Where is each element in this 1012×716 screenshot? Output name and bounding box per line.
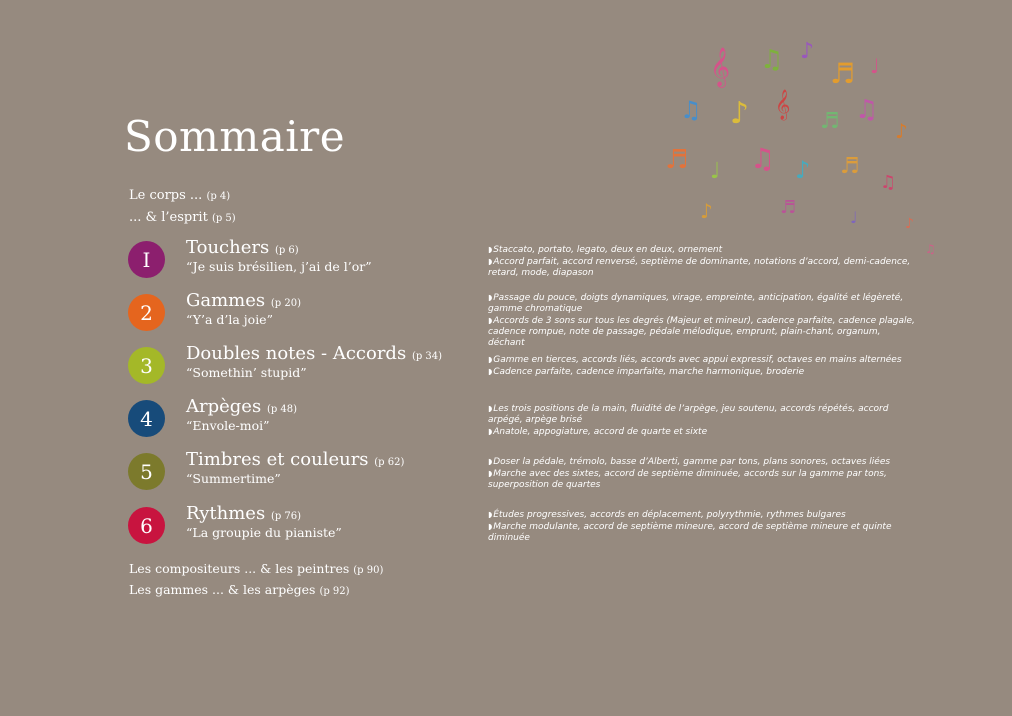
chapter-6-description: ◗Études progressives, accords en déplacement, polyrythmie, rythmes bulgares ◗Marche modulante, accord de septième mineure, accord de septième mineure et quinte diminuée [488,510,892,543]
chapter-subtitle: “Je suis brésilien, j’ai de l’or” [186,259,372,274]
chapter-2-description: ◗Passage du pouce, doigts dynamiques, virage, empreinte, anticipation, égalité et légèreté, gamme chromatique ◗Accords de 3 sons sur tous les degrés (Majeur et mineur), cadence parfaite, cadence plagale, cadence rompue, note de passage, pédale mélodique, emprunt, plain-chant, organum, déchant [488,293,915,348]
svg-text:♪: ♪ [905,216,914,232]
chapter-number-badge: 5 [128,453,165,490]
chapter-2[interactable] [128,290,468,338]
svg-text:♪: ♪ [895,119,908,143]
svg-text:♩: ♩ [850,208,858,227]
chapter-number-badge: 6 [128,507,165,544]
intro-item-corps[interactable]: Le corps ... (p 4) [129,188,231,203]
chapter-5[interactable] [128,449,468,497]
svg-text:♫: ♫ [855,95,879,125]
chapter-title: Gammes (p 20) [186,290,301,311]
chapter-title: Arpèges (p 48) [186,396,298,417]
page-title: Sommaire [124,112,346,161]
chapter-6[interactable] [128,503,468,551]
footer-item-gammes[interactable]: Les gammes ... & les arpèges (p 92) [129,582,350,597]
chapter-title: Doubles notes - Accords (p 34) [186,343,443,364]
chapter-subtitle: “La groupie du pianiste” [186,525,342,540]
svg-text:♬: ♬ [780,197,797,218]
chapter-title: Touchers (p 6) [186,237,299,258]
chapter-title: Rythmes (p 76) [186,503,302,524]
chapter-5-description: ◗Doser la pédale, trémolo, basse d’Alberti, gamme par tons, plans sonores, octaves liées ◗Marche avec des sixtes, accord de septième diminuée, accords sur la gamme par tons, superposition de quartes [488,457,891,490]
chapter-number-badge: 2 [128,294,165,331]
chapter-number-badge: 3 [128,347,165,384]
svg-text:𝄞: 𝄞 [775,90,791,120]
music-notes-illustration [650,28,960,268]
svg-text:♬: ♬ [840,154,860,179]
svg-text:♫: ♫ [750,142,776,175]
chapter-subtitle: “Envole-moi” [186,418,270,433]
chapter-3[interactable] [128,343,468,391]
chapter-4-description: ◗Les trois positions de la main, fluidité de l’arpège, jeu soutenu, accords répétés, accord arpégé, arpège brisé ◗Anatole, appogiature, accord de quarte et sixte [488,404,889,437]
svg-text:𝄞: 𝄞 [710,47,731,87]
svg-text:♬: ♬ [820,109,840,134]
chapter-4[interactable] [128,396,468,444]
svg-text:♬: ♬ [665,145,689,175]
svg-text:♫: ♫ [925,242,936,256]
svg-text:♪: ♪ [730,96,750,131]
footer-item-compositeurs[interactable]: Les compositeurs ... & les peintres (p 90) [129,561,384,576]
svg-text:♪: ♪ [795,156,811,184]
chapter-number-badge: 4 [128,400,165,437]
chapter-3-description: ◗Gamme en tierces, accords liés, accords avec appui expressif, octaves en mains alternées ◗Cadence parfaite, cadence imparfaite, marche harmonique, broderie [488,355,902,377]
chapter-title: Timbres et couleurs (p 62) [186,449,405,470]
chapter-number-badge: I [128,241,165,278]
chapter-subtitle: “Summertime” [186,471,281,486]
svg-text:♪: ♪ [700,199,713,223]
svg-text:♪: ♪ [800,39,815,64]
svg-text:♩: ♩ [870,54,880,78]
chapter-subtitle: “Somethin’ stupid” [186,365,307,380]
chapter-1-description: ◗Staccato, portato, legato, deux en deux, ornement ◗Accord parfait, accord renversé, septième de dominante, notations d’accord, demi-cadence, retard, mode, diapason [488,245,911,278]
svg-text:♫: ♫ [880,172,897,193]
chapter-1[interactable] [128,237,468,285]
svg-text:♫: ♫ [680,96,702,124]
svg-text:♩: ♩ [710,159,721,184]
svg-text:♬: ♬ [830,57,856,90]
svg-text:♫: ♫ [760,45,784,75]
chapter-subtitle: “Y’a d’la joie” [186,312,273,327]
intro-item-esprit[interactable]: ... & l’esprit (p 5) [129,210,236,225]
